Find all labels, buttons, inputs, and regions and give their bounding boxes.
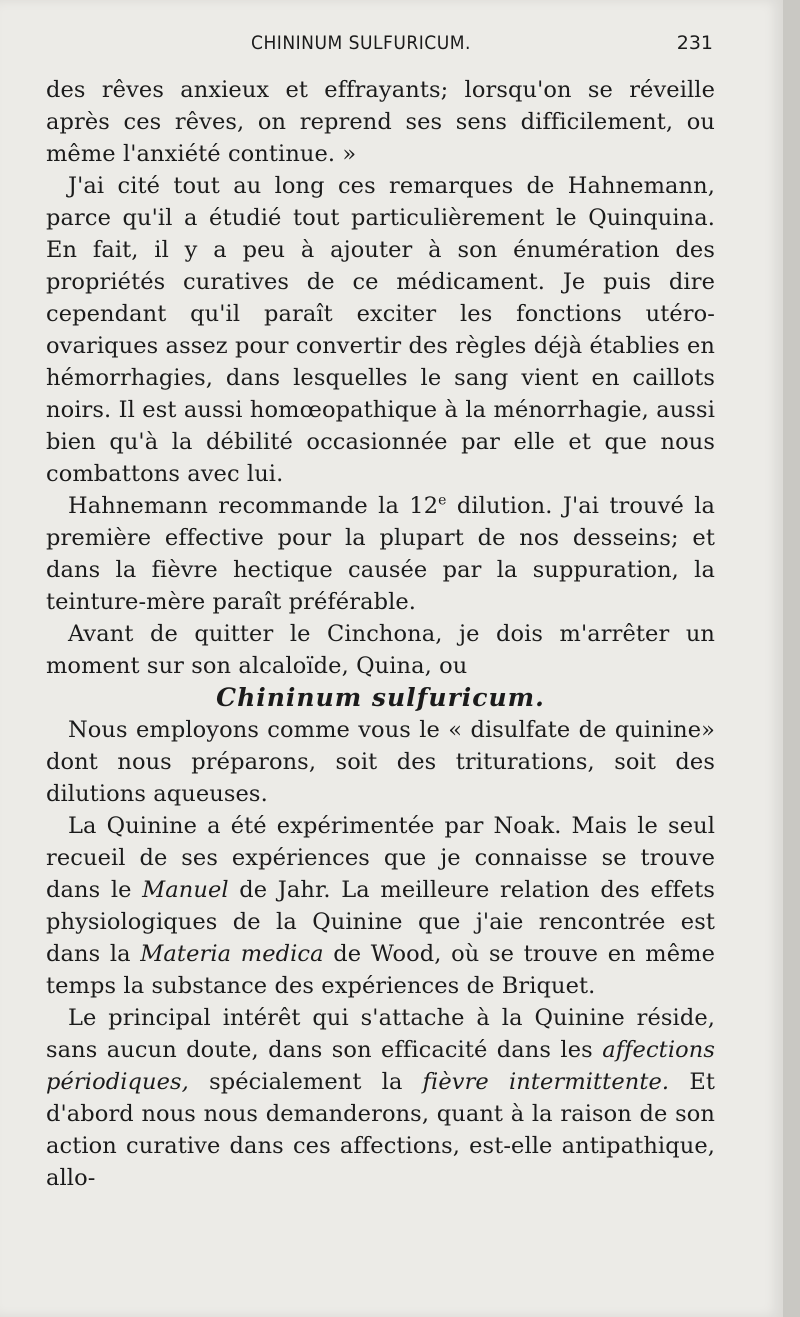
paragraph-1: des rêves anxieux et effrayants; lorsqu'on se réveille après ces rêves, on reprend ses sens difficilement, ou même l'anxiété continue. » bbox=[46, 77, 715, 167]
superscript-e: e bbox=[438, 492, 447, 509]
paragraph-5: Nous employons comme vous le « disulfate de quinine» dont nous préparons, soit des triturations, soit des dilutions aqueuses. bbox=[46, 717, 715, 807]
paragraph-7-text-c: Et d'abord nous nous demanderons, quant à la raison de son action curative dans ces affections, est-elle antipathique, allo- bbox=[46, 1069, 715, 1191]
page-edge bbox=[783, 0, 800, 1317]
paragraph-6-text-b: de Jahr. La meilleure relation des effets physiologiques de la Quinine que j'aie rencontrée est dans la bbox=[46, 877, 715, 967]
italic-manuel: Manuel bbox=[142, 877, 229, 903]
paragraph-3 bbox=[46, 490, 715, 618]
paragraph-7-text-a: Le principal intérêt qui s'attache à la Quinine réside, sans aucun doute, dans son efficacité dans les bbox=[46, 1005, 715, 1063]
paragraph-7-text-b: spécialement la bbox=[188, 1069, 423, 1095]
paragraph-7 bbox=[46, 1002, 715, 1194]
italic-fievre-intermittente: fièvre intermittente. bbox=[422, 1069, 670, 1095]
paragraph-6-text-c: de Wood, où se trouve en même temps la substance des expériences de Briquet. bbox=[46, 941, 715, 999]
paragraph-3-text-b: dilution. J'ai trouvé la première effective pour la plupart de nos desseins; et dans la fièvre hectique causée par la suppuration, la teinture-mère paraît préférable. bbox=[46, 493, 716, 615]
page-header bbox=[46, 24, 715, 64]
paragraph-4: Avant de quitter le Cinchona, je dois m'arrêter un moment sur son alcaloïde, Quina, ou bbox=[46, 621, 715, 679]
section-title: Chininum sulfuricum. bbox=[216, 683, 545, 712]
paragraph-2: J'ai cité tout au long ces remarques de Hahnemann, parce qu'il a étudié tout particulièrement le Quinquina. En fait, il y a peu à ajouter à son énumération des propriétés curatives de ce médicament. Je puis dire cependant qu'il paraît exciter les fonctions utéro-ovariques assez pour convertir des règles déjà établies en hémorrhagies, dans lesquelles le sang vient en caillots noirs. Il est aussi homœopathique à la ménorrhagie, aussi bien qu'à la débilité occasionnée par elle et que nous combattons avec lui. bbox=[46, 173, 715, 487]
paragraph-6-text-a: La Quinine a été expérimentée par Noak. Mais le seul recueil de ses expériences que je connaisse se trouve dans le bbox=[46, 813, 715, 903]
paragraph-6 bbox=[46, 810, 715, 1002]
italic-affections-periodiques: affections périodiques, bbox=[46, 1037, 715, 1095]
page-number: 231 bbox=[676, 32, 713, 54]
italic-materia-medica: Materia medica bbox=[140, 941, 324, 967]
paragraph-3-text-a: Hahnemann recommande la 12 bbox=[68, 493, 439, 519]
running-head: CHININUM SULFURICUM. bbox=[251, 32, 471, 54]
body-text bbox=[46, 74, 715, 1194]
